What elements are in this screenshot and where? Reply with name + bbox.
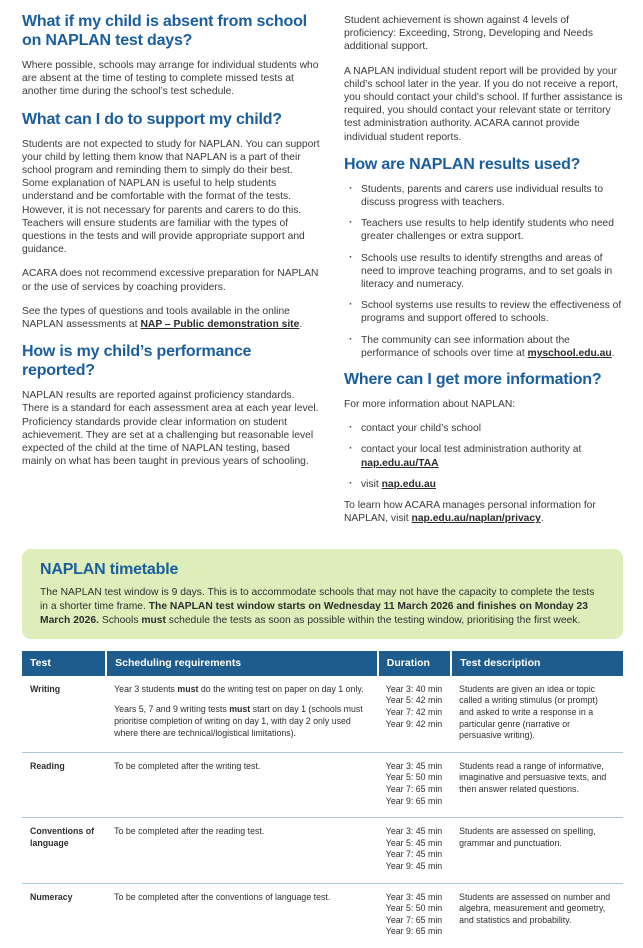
link[interactable]: NAP – Public demonstration site xyxy=(140,319,300,331)
paragraph xyxy=(344,14,623,54)
bullet-icon: · xyxy=(349,422,353,434)
duration-line: Year 3: 45 min xyxy=(385,826,443,837)
text-run: The NAPLAN test window is 9 days. This is to accommodate schools that may not have the capacity to complete the tests in a shorter time frame. xyxy=(40,587,595,613)
timetable-table xyxy=(22,651,623,948)
timetable-callout xyxy=(22,549,623,638)
table-row xyxy=(22,676,623,752)
bold-text: must xyxy=(229,704,251,715)
bullet-icon: · xyxy=(349,299,353,311)
text-run: . xyxy=(611,347,615,359)
bullet-list xyxy=(344,422,623,491)
paragraph xyxy=(22,59,320,99)
bullet-text xyxy=(361,423,481,434)
cell-test-name: Numeracy xyxy=(22,883,106,948)
table-header-cell: Duration xyxy=(378,651,451,676)
bullet-text xyxy=(361,184,603,208)
duration-line: Year 5: 42 min xyxy=(385,695,443,706)
text-run: To be completed after the writing test. xyxy=(114,760,261,771)
bold-text: The NAPLAN test window starts on Wednesday 11 March 2026 and finishes on Monday 23 March 2026. xyxy=(40,601,588,627)
table-row xyxy=(22,883,623,948)
paragraph xyxy=(22,305,320,331)
timetable-title: NAPLAN timetable xyxy=(40,561,179,579)
cell-scheduling-requirements xyxy=(106,883,378,948)
section-heading: What if my child is absent from school on NAPLAN test days? xyxy=(22,13,307,49)
bullet-text xyxy=(361,444,581,468)
cell-scheduling-requirements xyxy=(106,818,378,883)
text-run: Where possible, schools may arrange for individual students who are absent at the time of testing to complete missed tests at another time during the school’s test schedule. xyxy=(22,60,319,98)
text-run: NAPLAN results are reported against proficiency standards. There is a standard for each assessment area at each year level. Proficiency standards provide clear information on student achievement. They are set at a challenging but reasonable level expected of the child at the time of NAPLAN testing, based mainly on what has been taught in previous years of schooling. xyxy=(22,390,319,468)
text-run: Students, parents and carers use individual results to discuss progress with teachers. xyxy=(361,183,604,209)
duration-line: Year 3: 45 min xyxy=(385,760,443,771)
text-run: start on day 1 (schools must prioritise completion of writing on day 1, with day 2 only used where there are technical/logistical limitations). xyxy=(114,704,363,738)
cell-test-description: Students read a range of informative, imaginative and persuasive texts, and then answer related questions. xyxy=(451,752,623,817)
text-run: schedule the tests as soon as possible within the testing window, prioritising the first week. xyxy=(165,615,581,627)
bullet-icon: · xyxy=(349,182,353,194)
section-heading: How is my child’s performance reported? xyxy=(22,343,252,380)
duration-line: Year 5: 50 min xyxy=(385,772,443,783)
text-run: . xyxy=(299,319,303,331)
bullet-item xyxy=(344,334,623,360)
text-run: Schools use results to identify strengths and areas of need to improve teaching programs, and to set goals in literacy and numeracy. xyxy=(361,252,613,291)
duration-line: Year 9: 65 min xyxy=(385,926,443,937)
text-run: To learn how ACARA manages personal information for NAPLAN, visit xyxy=(344,500,596,525)
bullet-icon: · xyxy=(349,333,353,345)
table-header-row xyxy=(22,651,623,676)
cell-test-name: Writing xyxy=(30,683,61,694)
bullet-item xyxy=(344,183,623,209)
bullet-item xyxy=(344,443,623,469)
table-header-cell: Scheduling requirements xyxy=(106,651,378,676)
section-heading: What can I do to support my child? xyxy=(22,110,282,128)
paragraph xyxy=(344,65,623,144)
duration-line: Year 7: 45 min xyxy=(385,849,443,860)
duration-line: Year 9: 45 min xyxy=(385,861,443,871)
text-run: School systems use results to review the effectiveness of programs and support offered to schools. xyxy=(361,300,622,325)
text-run: contact your local test administration authority at xyxy=(361,444,582,456)
text-run: Students are not expected to study for NAPLAN. You can support your child by letting them know that NAPLAN is a part of their school program and reminding them to simply do their best. Some explanation of NAPLAN is useful to help students understand and be comfortable with the format of the tests. However, it is not necessary for parents and carers to do this. Teachers will ensure students are familiar with the types of questions in the tests and will provide appropriate support and guidance. xyxy=(22,138,320,256)
duration-line: Year 3: 40 min xyxy=(385,683,443,694)
bullet-text xyxy=(361,218,614,242)
paragraph xyxy=(22,138,320,257)
bullet-item xyxy=(344,478,623,491)
two-column-layout xyxy=(22,10,623,536)
duration-line: Year 7: 42 min xyxy=(385,707,443,718)
table-row xyxy=(22,818,623,883)
duration-line: Year 9: 65 min xyxy=(385,795,443,806)
text-run: ACARA does not recommend excessive preparation for NAPLAN or the use of services by coaching providers. xyxy=(22,268,319,293)
cell-duration xyxy=(378,883,451,948)
cell-scheduling-requirements xyxy=(106,752,378,817)
duration-line: Year 7: 65 min xyxy=(385,784,443,795)
scheduling-paragraph xyxy=(114,892,370,904)
bullet-item xyxy=(344,252,623,292)
bullet-item xyxy=(344,422,623,435)
right-column xyxy=(344,10,623,536)
duration-line: Year 9: 42 min xyxy=(385,718,443,729)
bullet-text xyxy=(361,300,621,324)
paragraph xyxy=(22,389,320,468)
text-run: Schools xyxy=(98,615,142,627)
text-run: To be completed after the conventions of language test. xyxy=(114,891,331,902)
bold-text: must xyxy=(177,683,199,694)
text-run: A NAPLAN individual student report will be provided by your child’s school later in the year. If you do not receive a report, you should contact your child’s school. If further assistance is required, you should contact your relevant state or territory test administration authority. ACARA cannot provide individual student reports. xyxy=(344,65,623,143)
text-run: See the types of questions and tools available in the online NAPLAN assessments at xyxy=(22,305,290,331)
cell-duration xyxy=(378,818,451,883)
cell-test-description: Students are given an idea or topic called a writing stimulus (or prompt) and asked to write a response in a particular genre (narrative or persuasive writing). xyxy=(459,683,598,741)
duration-line: Year 3: 45 min xyxy=(385,891,443,902)
section-heading: Where can I get more information? xyxy=(344,371,602,389)
link[interactable]: nap.edu.au xyxy=(381,478,436,490)
link[interactable]: nap.edu.au/naplan/privacy xyxy=(411,513,541,525)
text-run: To be completed after the reading test. xyxy=(114,826,265,837)
left-column xyxy=(22,10,320,536)
text-run: Teachers use results to help identify students who need greater challenges or extra support. xyxy=(361,218,614,243)
bullet-icon: · xyxy=(349,217,353,229)
text-run: visit xyxy=(361,478,382,490)
link[interactable]: myschool.edu.au xyxy=(527,347,612,359)
scheduling-paragraph xyxy=(114,684,370,696)
cell-test-description: Students are assessed on number and algebra, measurement and geometry, and statistics and probability. xyxy=(451,883,623,948)
scheduling-paragraph xyxy=(114,761,370,773)
bullet-icon: · xyxy=(349,477,353,489)
table-header-cell: Test description xyxy=(451,651,623,676)
duration-line: Year 5: 50 min xyxy=(385,903,443,914)
link[interactable]: nap.edu.au/TAA xyxy=(361,457,439,469)
bullet-item xyxy=(344,217,623,243)
bold-text: must xyxy=(141,615,166,627)
cell-scheduling-requirements xyxy=(106,676,378,752)
bullet-text xyxy=(361,479,436,490)
text-run: Years 5, 7 and 9 writing tests xyxy=(114,704,230,715)
text-run: The community can see information about the performance of schools over time at xyxy=(361,334,570,359)
text-run: Year 3 students xyxy=(114,683,178,694)
scheduling-paragraph xyxy=(114,826,370,838)
table-row xyxy=(22,752,623,817)
section-heading: How are NAPLAN results used? xyxy=(344,155,581,173)
scheduling-paragraph xyxy=(114,704,370,739)
text-run: For more information about NAPLAN: xyxy=(344,399,516,411)
duration-line: Year 5: 45 min xyxy=(385,837,443,848)
cell-test-name: Reading xyxy=(22,752,106,817)
text-run: Student achievement is shown against 4 levels of proficiency: Exceeding, Strong, Developing and Needs additional support. xyxy=(344,15,593,53)
bullet-item xyxy=(344,299,623,325)
timetable-text xyxy=(40,586,605,627)
paragraph xyxy=(344,499,623,525)
bullet-icon: · xyxy=(349,251,353,263)
cell-test-description: Students are assessed on spelling, grammar and punctuation. xyxy=(451,818,623,883)
duration-line: Year 7: 65 min xyxy=(385,914,443,925)
paragraph xyxy=(22,267,320,293)
cell-duration xyxy=(378,752,451,817)
cell-duration xyxy=(378,676,451,752)
bullet-icon: · xyxy=(349,443,353,455)
bullet-text xyxy=(361,335,615,359)
bullet-text xyxy=(361,253,612,290)
paragraph xyxy=(344,398,623,411)
bullet-list xyxy=(344,183,623,360)
text-run: . xyxy=(540,513,544,525)
table-header-cell: Test xyxy=(22,651,106,676)
cell-test-name: Conventions of language xyxy=(22,818,106,883)
text-run: do the writing test on paper on day 1 only. xyxy=(198,683,364,694)
text-run: contact your child’s school xyxy=(361,423,482,435)
